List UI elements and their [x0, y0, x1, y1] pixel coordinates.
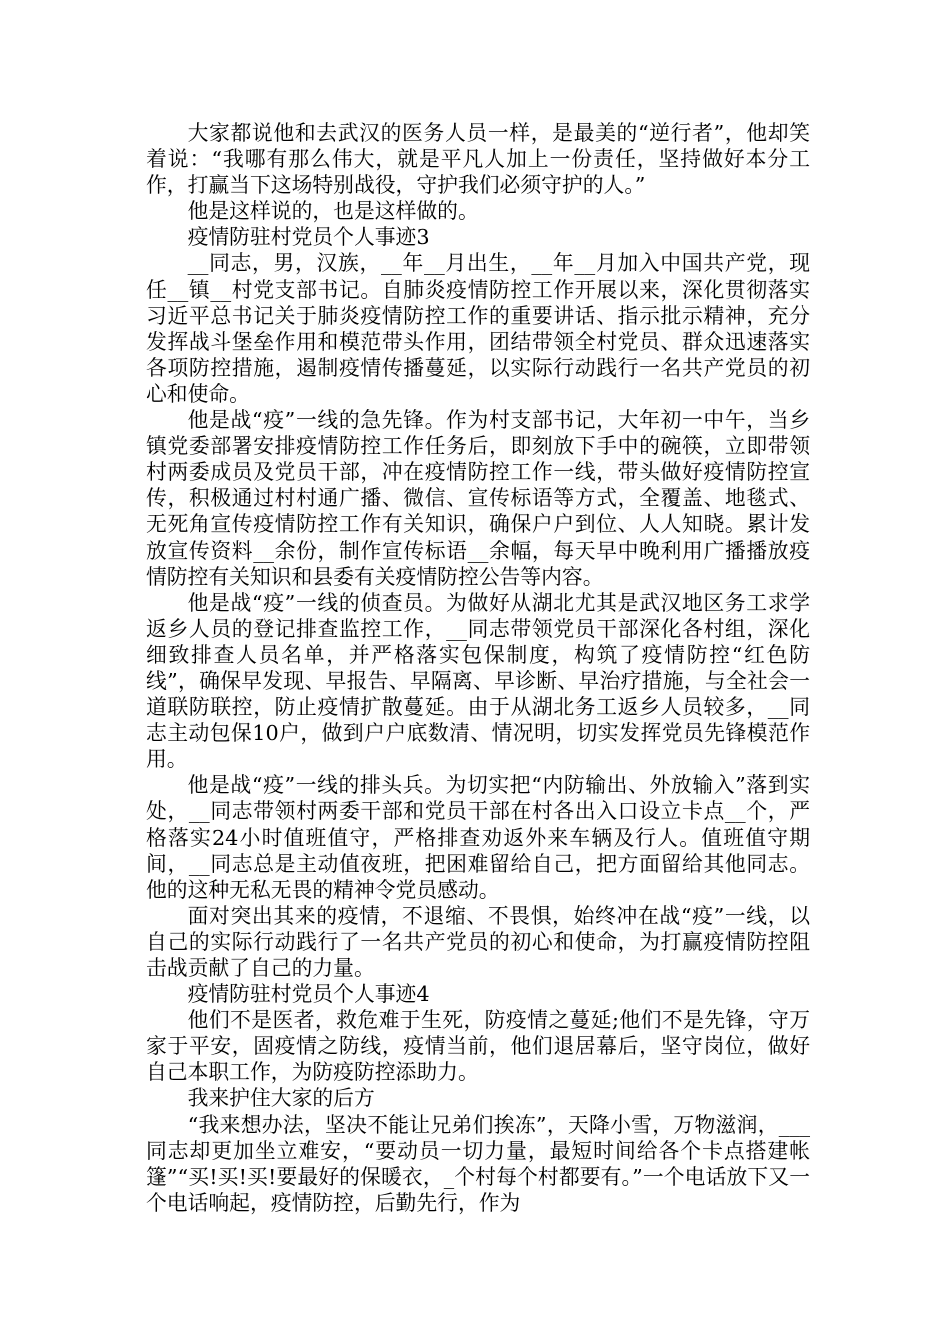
paragraph-6: 他是战“疫”一线的排头兵。为切实把“内防输出、外放输入”落到实处，__同志带领村两委干部和党员干部在村各出入口设立卡点__个，严格落实24小时值班值守，严格排查劝返外来车辆及行人。值班值守期间，__同志总是主动值夜班，把困难留给自己，把方面留给其他同志。他的这种无私无畏的精神令党员感动。	[146, 773, 810, 902]
paragraph-3: __同志，男，汉族，__年__月出生，__年__月加入中国共产党，现任__镇__村党支部书记。自肺炎疫情防控工作开展以来，深化贯彻落实习近平总书记关于肺炎疫情防控工作的重要讲话、指示批示精神，充分发挥战斗堡垒作用和模范带头作用，团结带领全村党员、群众迅速落实各项防控措施，遏制疫情传播蔓延，以实际行动践行一名共产党员的初心和使命。	[146, 251, 810, 406]
paragraph-5: 他是战“疫”一线的侦查员。为做好从湖北尤其是武汉地区务工求学返乡人员的登记排查监控工作，__同志带领党员干部深化各村组，深化细致排查人员名单，并严格落实包保制度，构筑了疫情防控“红色防线”，确保早发现、早报告、早隔离、早诊断、早治疗措施，与全社会一道联防联控，防止疫情扩散蔓延。由于从湖北务工返乡人员较多，__同志主动包保10户，做到户户底数清、情况明，切实发挥党员先锋模范作用。	[146, 590, 810, 772]
section-heading-3: 疫情防驻村党员个人事迹3	[187, 225, 430, 250]
paragraph-7: 面对突出其来的疫情，不退缩、不畏惧，始终冲在战“疫”一线，以自己的实际行动践行了一名共产党员的初心和使命，为打赢疫情防控阻击战贡献了自己的力量。	[146, 903, 810, 980]
paragraph-8: 他们不是医者，救危难于生死，防疫情之蔓延;他们不是先锋，守万家于平安，固疫情之防线，疫情当前，他们退居幕后，坚守岗位，做好自己本职工作，为防疫防控添助力。	[146, 1008, 810, 1085]
subheading: 我来护住大家的后方	[187, 1086, 375, 1111]
paragraph-2: 他是这样说的，也是这样做的。	[187, 199, 479, 224]
document-body	[146, 120, 810, 1216]
paragraph-4: 他是战“疫”一线的急先锋。作为村支部书记，大年初一中午，当乡镇党委部署安排疫情防控工作任务后，即刻放下手中的碗筷，立即带领村两委成员及党员干部，冲在疫情防控工作一线，带头做好疫情防控宣传，积极通过村村通广播、微信、宣传标语等方式，全覆盖、地毯式、无死角宣传疫情防控工作有关知识，确保户户到位、人人知晓。累计发放宣传资料__余份，制作宣传标语__余幅，每天早中晚利用广播播放疫情防控有关知识和县委有关疫情防控公告等内容。	[146, 408, 810, 589]
paragraph-1: 大家都说他和去武汉的医务人员一样，是最美的“逆行者”，他却笑着说：“我哪有那么伟大，就是平凡人加上一份责任，坚持做好本分工作，打赢当下这场特别战役，守护我们必须守护的人。”	[146, 121, 810, 198]
paragraph-9: “我来想办法，坚决不能让兄弟们挨冻”，天降小雪，万物滋润，___同志却更加坐立难安，“要动员一切力量，最短时间给各个卡点搭建帐篷”“买!买!买!要最好的保暖衣，_个村每个村都要有。”一个电话放下又一个电话响起，疫情防控，后勤先行，作为	[146, 1112, 810, 1215]
section-heading-4: 疫情防驻村党员个人事迹4	[187, 982, 430, 1007]
